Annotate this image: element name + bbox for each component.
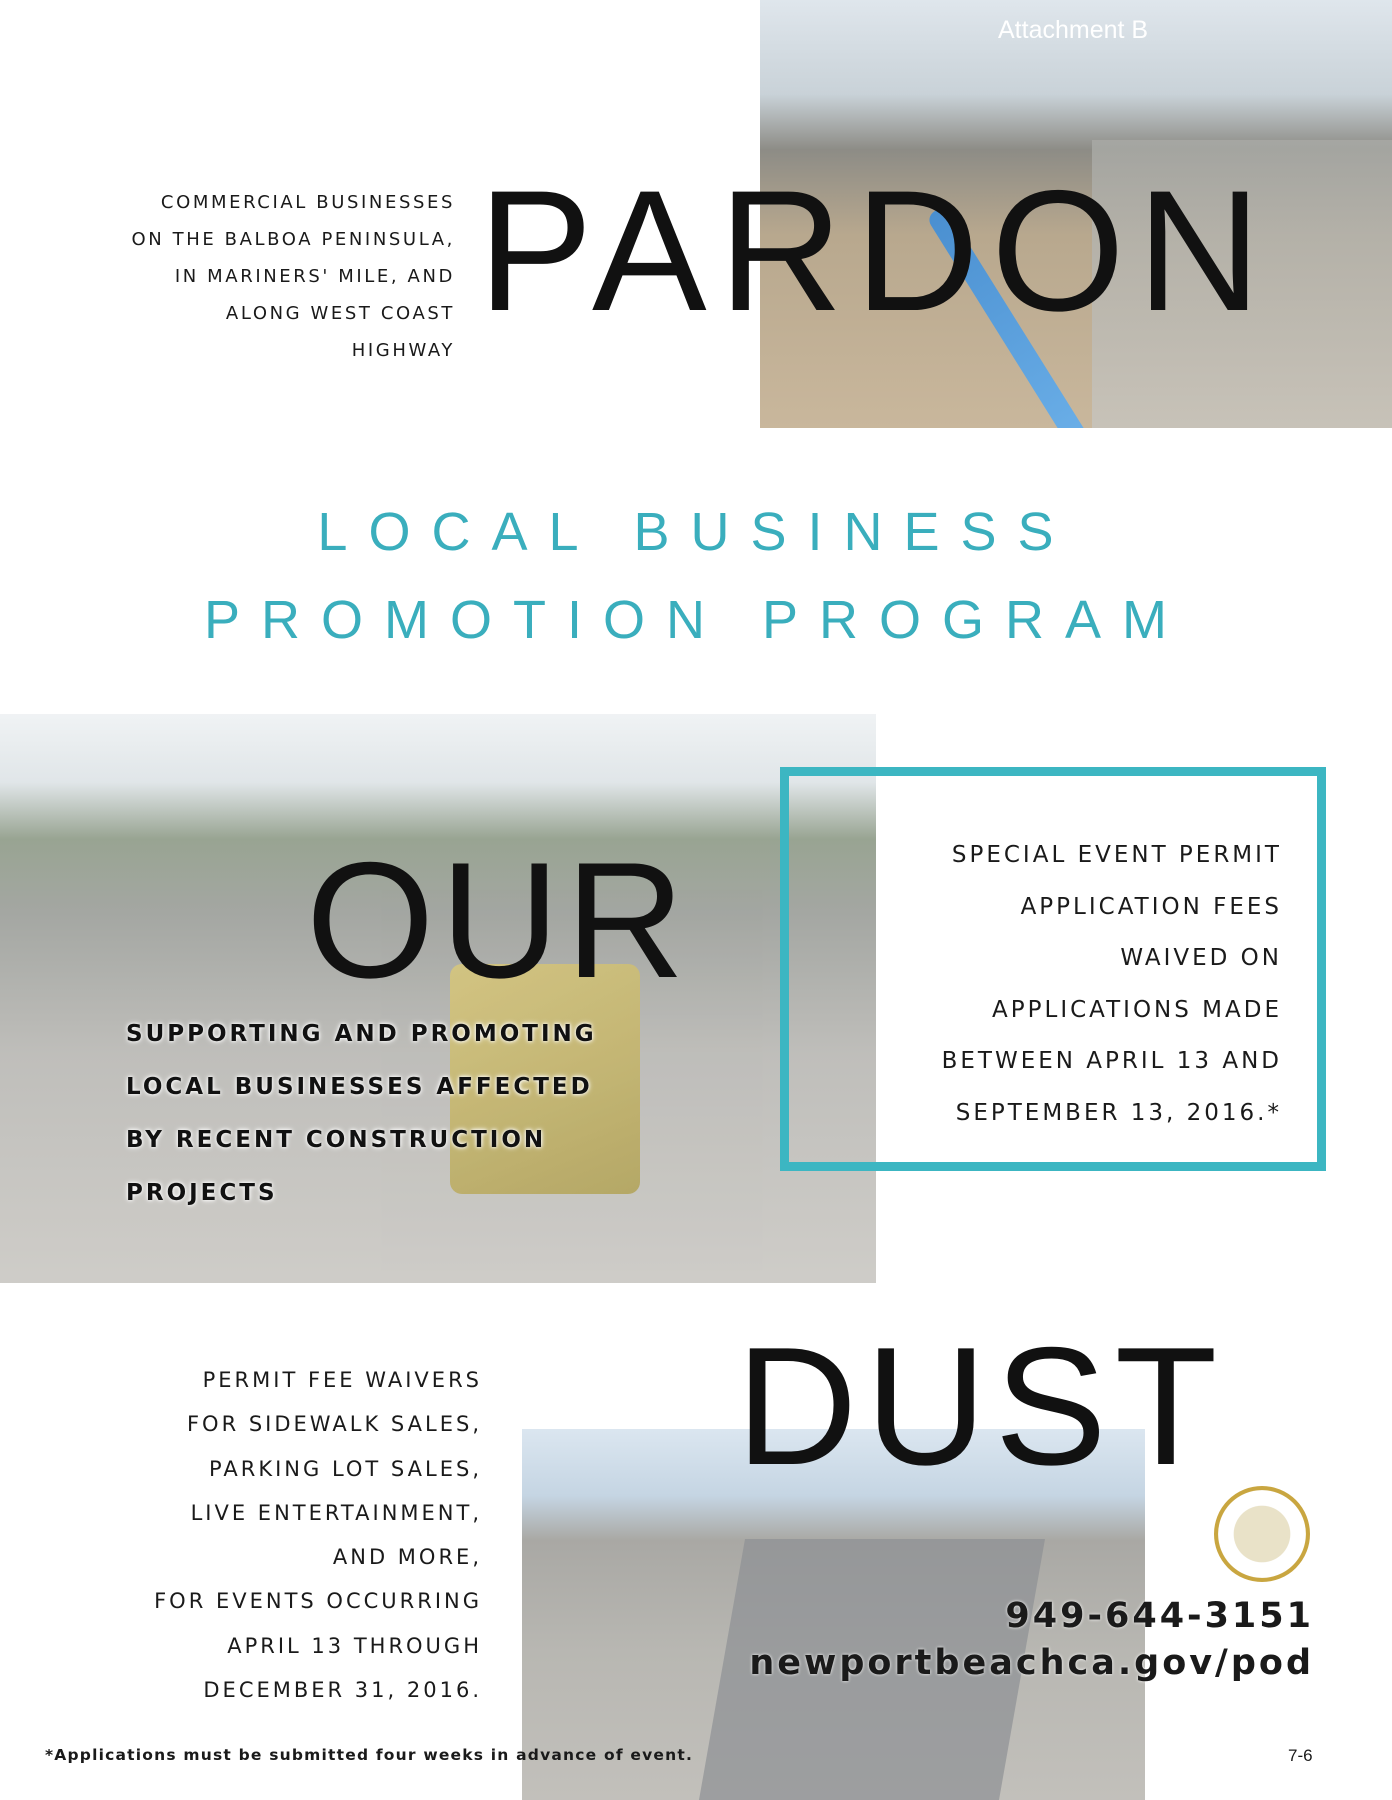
headline-pardon: PARDON: [478, 155, 1274, 347]
support-line: BY RECENT CONSTRUCTION: [126, 1127, 547, 1153]
waiver-line: FOR SIDEWALK SALES,: [186, 1412, 482, 1437]
contact-info: [749, 1593, 1314, 1687]
special-line: SEPTEMBER 13, 2016.*: [955, 1099, 1282, 1126]
intro-line: ALONG WEST COAST: [225, 303, 455, 324]
support-line: LOCAL BUSINESSES AFFECTED: [126, 1074, 593, 1100]
title-line: LOCAL BUSINESS: [317, 502, 1075, 562]
attachment-label: Attachment B: [998, 16, 1149, 44]
city-seal-logo: [1214, 1486, 1310, 1582]
special-line: APPLICATION FEES: [1020, 893, 1282, 920]
intro-line: IN MARINERS' MILE, AND: [174, 266, 455, 287]
page-number: 7-6: [1288, 1746, 1313, 1765]
support-line: SUPPORTING AND PROMOTING: [126, 1021, 597, 1047]
phone-number: 949-644-3151: [1005, 1596, 1314, 1636]
program-title: [0, 488, 1392, 664]
special-line: SPECIAL EVENT PERMIT: [951, 842, 1282, 868]
waiver-line: LIVE ENTERTAINMENT,: [190, 1500, 482, 1525]
special-event-text: [942, 830, 1282, 1139]
waiver-line: FOR EVENTS OCCURRING: [154, 1589, 482, 1614]
special-line: BETWEEN APRIL 13 AND: [941, 1048, 1282, 1074]
waiver-line: AND MORE,: [332, 1545, 482, 1570]
waiver-line: PARKING LOT SALES,: [209, 1456, 482, 1481]
fee-waivers-text: [154, 1358, 482, 1712]
footnote: *Applications must be submitted four weeks in advance of event.: [45, 1746, 694, 1764]
intro-line: ON THE BALBOA PENINSULA,: [131, 229, 455, 250]
intro-line: HIGHWAY: [351, 340, 455, 361]
support-line: PROJECTS: [126, 1180, 278, 1206]
waiver-line: PERMIT FEE WAIVERS: [202, 1368, 482, 1392]
special-line: APPLICATIONS MADE: [992, 996, 1282, 1023]
special-line: WAIVED ON: [1120, 945, 1282, 971]
waiver-line: DECEMBER 31, 2016.: [203, 1678, 482, 1703]
supporting-text: [126, 1008, 597, 1220]
intro-line: COMMERCIAL BUSINESSES: [160, 192, 455, 213]
headline-dust: DUST: [736, 1312, 1226, 1500]
title-line: PROMOTION PROGRAM: [203, 590, 1188, 650]
intro-text: [131, 184, 455, 369]
waiver-line: APRIL 13 THROUGH: [227, 1633, 482, 1658]
website-link[interactable]: newportbeachca.gov/pod: [749, 1643, 1314, 1683]
headline-our: OUR: [306, 828, 691, 1012]
